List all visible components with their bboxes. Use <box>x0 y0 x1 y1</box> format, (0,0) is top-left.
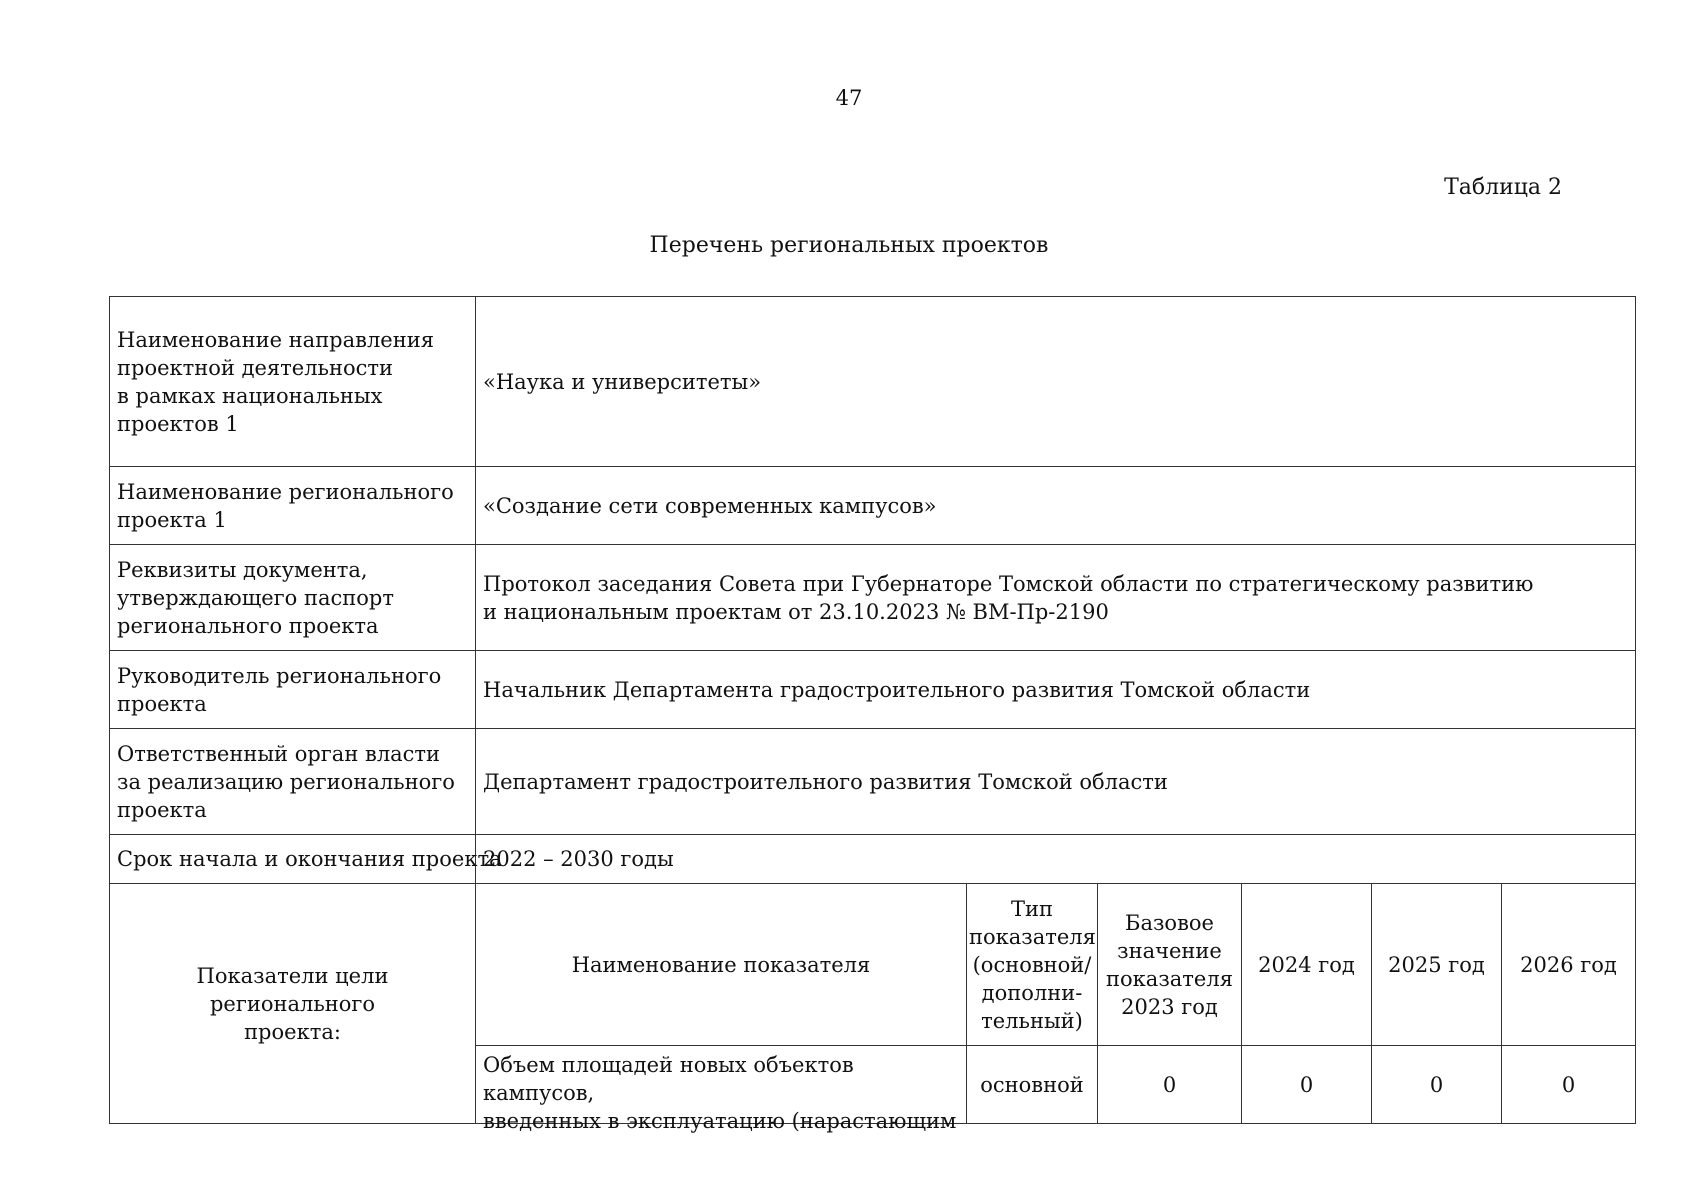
header-year-2026: 2026 год <box>1502 884 1636 1046</box>
indicator-name: Объем площадей новых объектов кампусов, введенных в эксплуатацию (нарастающим <box>483 1052 957 1133</box>
regional-projects-table <box>109 296 1636 1133</box>
row-label: Ответственный орган власти за реализацию регионального проекта <box>110 729 476 835</box>
header-base-value: Базовое значение показателя 2023 год <box>1098 884 1242 1046</box>
page-number: 47 <box>835 86 863 110</box>
row-value: Департамент градостроительного развития Томской области <box>476 729 1636 835</box>
indicator-2025-value: 0 <box>1372 1046 1502 1124</box>
table-row <box>110 729 1636 835</box>
table-row <box>110 297 1636 467</box>
table-row <box>110 545 1636 651</box>
row-label: Наименование регионального проекта 1 <box>110 467 476 545</box>
row-label: Наименование направления проектной деятельности в рамках национальных проектов 1 <box>110 297 476 467</box>
header-year-2024: 2024 год <box>1242 884 1372 1046</box>
indicator-2024-value: 0 <box>1242 1046 1372 1124</box>
table-row <box>110 467 1636 545</box>
table-row <box>110 835 1636 884</box>
row-value: Протокол заседания Совета при Губернаторе Томской области по стратегическому развитию и национальным проектам от 23.10.2023 № ВМ-Пр-2190 <box>476 545 1636 651</box>
indicator-name-cell <box>476 1046 967 1133</box>
row-value: 2022 – 2030 годы <box>476 835 1636 884</box>
table-row <box>110 651 1636 729</box>
indicators-header-row <box>110 884 1636 1046</box>
row-label: Руководитель регионального проекта <box>110 651 476 729</box>
row-label: Реквизиты документа, утверждающего паспорт регионального проекта <box>110 545 476 651</box>
row-value: «Наука и университеты» <box>476 297 1636 467</box>
indicator-2026-value: 0 <box>1502 1046 1636 1124</box>
row-value: «Создание сети современных кампусов» <box>476 467 1636 545</box>
row-label: Срок начала и окончания проекта <box>110 835 476 884</box>
indicator-base-value: 0 <box>1098 1046 1242 1124</box>
table-label: Таблица 2 <box>1444 175 1562 200</box>
document-title: Перечень региональных проектов <box>649 233 1049 258</box>
header-indicator-type: Тип показателя (основной/ дополни- тельный) <box>967 884 1098 1046</box>
header-year-2025: 2025 год <box>1372 884 1502 1046</box>
indicators-label: Показатели цели регионального проекта: <box>110 884 476 1124</box>
header-indicator-name: Наименование показателя <box>476 884 967 1046</box>
indicator-type: основной <box>967 1046 1098 1124</box>
row-value: Начальник Департамента градостроительного развития Томской области <box>476 651 1636 729</box>
